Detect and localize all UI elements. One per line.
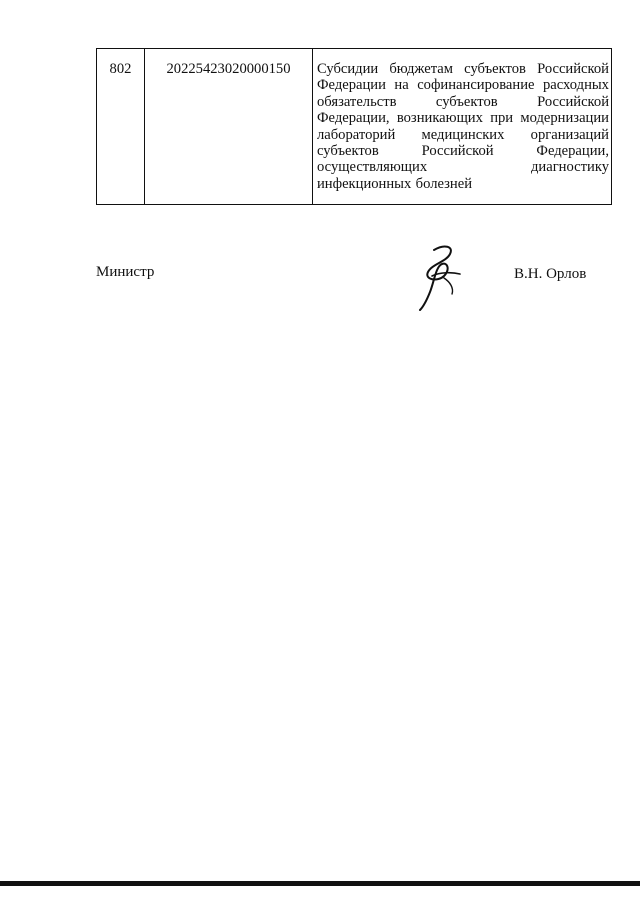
description-word: организаций: [530, 126, 609, 143]
description-word: медицинских: [421, 126, 505, 143]
description-word: расходных: [542, 77, 609, 94]
description-word: обязательств: [317, 93, 397, 110]
row-number-cell: 802: [109, 61, 132, 77]
description-line: [317, 143, 609, 159]
description-word: бюджетам: [389, 61, 454, 77]
handwritten-signature: [414, 242, 466, 312]
description-line: [317, 176, 609, 192]
description-word: Субсидии: [317, 61, 379, 77]
description-word: Федерации,: [536, 143, 609, 160]
description-word: модернизации: [520, 110, 609, 127]
description-word: субъектов: [464, 61, 526, 77]
description-word: Федерации,: [317, 110, 390, 127]
description-word: на: [394, 77, 409, 94]
description-word: субъектов: [435, 93, 498, 110]
description-word: возникающих: [396, 110, 483, 127]
page-bottom-rule: [0, 881, 640, 886]
signature-block: [96, 264, 612, 324]
description-word: болезней: [415, 175, 473, 192]
description-word: лабораторий: [317, 126, 396, 143]
budget-classification-table: [96, 48, 612, 205]
description-cell: [312, 49, 611, 204]
description-word: Федерации: [317, 77, 386, 94]
description-line: [317, 61, 609, 77]
description-word: Российской: [421, 143, 494, 160]
description-line: [317, 159, 609, 175]
description-word: диагностику: [530, 159, 609, 176]
description-word: субъектов: [317, 143, 379, 160]
description-word: при: [490, 110, 514, 127]
description-line: [317, 77, 609, 93]
description-word: осуществляющих: [317, 159, 428, 176]
description-line: [317, 94, 609, 110]
description-word: софинансирование: [417, 77, 535, 94]
signer-position: Министр: [96, 264, 155, 280]
description-line: [317, 110, 609, 126]
description-word: инфекционных: [317, 175, 412, 192]
classification-code-cell: 20225423020000150: [144, 49, 312, 204]
description-word: Российской: [537, 93, 609, 110]
signer-name: В.Н. Орлов: [514, 266, 587, 282]
description-word: Российской: [537, 61, 609, 77]
description-line: [317, 127, 609, 143]
